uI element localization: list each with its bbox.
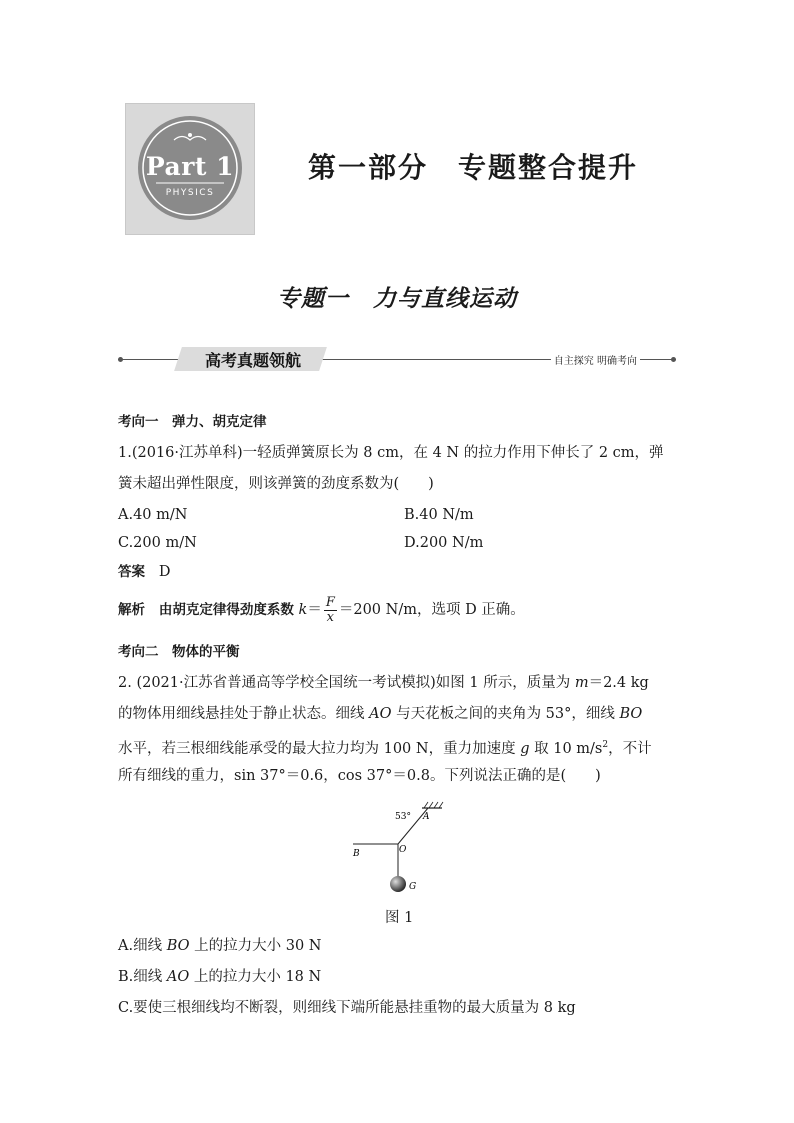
q2-var-m: m [574,675,589,691]
q2-option-a-pre: A.细线 [118,938,167,954]
badge-subject-label: PHYSICS [165,188,215,198]
hanging-ball [390,876,406,892]
q2-option-b [118,967,321,987]
section-banner [118,344,676,372]
q2-line1-text: 2. (2021·江苏省普通高等学校全国统一考试模拟)如图 1 所示，质量为 [118,675,575,691]
q1-option-d: D.200 N/m [404,535,484,551]
q2-option-a [118,936,321,956]
q2-option-b-var: AO [166,969,190,985]
q1-analysis-result: ＝200 N/m，选项 D 正确。 [338,602,525,618]
q1-option-c: C.200 m/N [118,535,197,551]
q1-option-a: A.40 m/N [118,507,188,523]
banner-right-dot [671,357,676,362]
q2-line1-mass: ＝2.4 kg [588,675,649,691]
q1-analysis-text: 由胡克定律得劲度系数 [158,602,299,618]
label-a: A [423,812,430,822]
q2-stem-line1 [118,673,649,693]
label-angle: 53° [395,812,411,822]
q2-option-a-post: 上的拉力大小 30 N [189,938,322,954]
q1-option-b: B.40 N/m [404,507,474,523]
q2-stem-line2 [118,704,642,724]
q1-answer [118,562,170,582]
q1-heading: 考向一 弹力、胡克定律 [118,414,267,430]
topic-title: 专题一 力与直线运动 [277,286,517,312]
part-badge [125,103,255,235]
q2-heading: 考向二 物体的平衡 [118,644,240,660]
q2-option-c: C.要使三根细线均不断裂，则细线下端所能悬挂重物的最大质量为 8 kg [118,1000,576,1016]
q1-analysis-k: k [298,602,308,618]
banner-left-dot [118,357,123,362]
q1-stem-line2: 簧未超出弹性限度，则该弹簧的劲度系数为( ) [118,476,434,492]
q2-stem-line4: 所有细线的重力，sin 37°＝0.6，cos 37°＝0.8。下列说法正确的是( ) [118,768,601,784]
q2-option-b-pre: B.细线 [118,969,167,985]
q2-stem-line3 [118,735,652,759]
banner-title: 高考真题领航 [204,351,301,370]
q1-fraction-numerator: F [325,594,335,610]
q1-analysis-label: 解析 [118,602,145,618]
figure-caption: 图 1 [385,910,414,926]
q2-line3-accel: 取 10 m/s [529,740,603,757]
label-g: G [409,882,417,892]
q2-var-g: g [520,740,530,757]
label-o: O [399,845,407,855]
section-title: 第一部分 专题整合提升 [308,151,639,184]
q2-line3-end: ，不计 [608,740,652,757]
banner-subtitle: 自主探究 明确考向 [551,352,640,367]
label-b: B [353,849,360,859]
q1-answer-label: 答案 [118,564,145,580]
q2-option-b-post: 上的拉力大小 18 N [189,969,322,985]
q1-answer-value: D [158,564,171,580]
q1-fraction [324,596,337,625]
ceiling-hatch [424,802,443,808]
q2-line3-text: 水平，若三根细线能承受的最大拉力均为 100 N，重力加速度 [118,740,521,757]
badge-part-label: Part 1 [145,152,235,181]
q2-line2-mid: 与天花板之间的夹角为 53°，细线 [391,706,620,722]
q2-line2-text: 的物体用细线悬挂处于静止状态。细线 [118,706,370,722]
q2-figure-diagram [340,800,450,900]
q1-stem-line1: 1.(2016·江苏单科)一轻质弹簧原长为 8 cm，在 4 N 的拉力作用下伸长了 2 cm，弹 [118,445,664,461]
q1-analysis-eq: ＝ [307,602,322,618]
q2-var-ao: AO [369,706,392,722]
q1-analysis [118,593,525,627]
q2-option-a-var: BO [166,938,190,954]
q1-fraction-denominator: x [326,609,335,625]
q2-var-bo: BO [619,706,643,722]
q2-line3-superscript: 2 [602,740,609,750]
